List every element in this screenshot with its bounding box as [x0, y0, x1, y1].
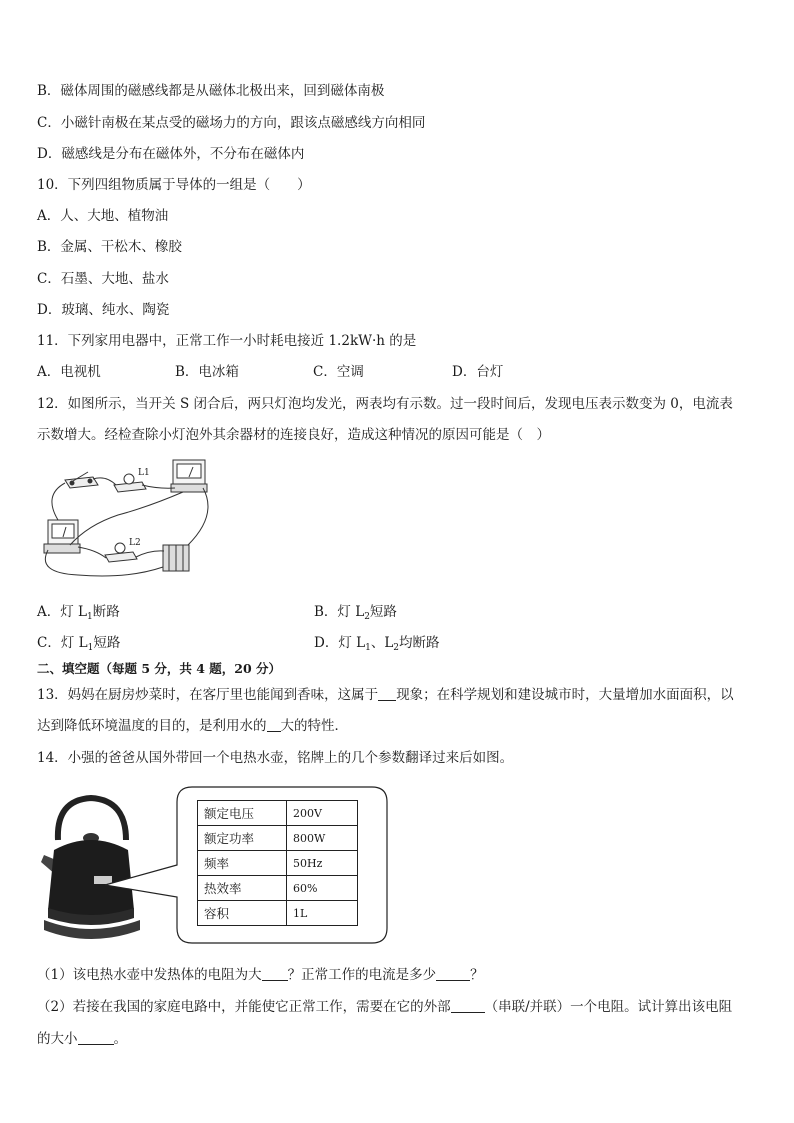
- table-row: 热效率 60%: [198, 876, 358, 901]
- q14-blank-3[interactable]: [451, 998, 485, 1013]
- q12-option-a: A．灯 $L_1$断路: [37, 604, 120, 622]
- q12-stem-line1: 12．如图所示，当开关 S 闭合后，两只灯泡均发光，两表均有示数。过一段时间后，发现电压表示数变为 0，电流表: [37, 396, 733, 412]
- table-row: 额定功率 800W: [198, 826, 358, 851]
- q10-option-c: C．石墨、大地、盐水: [37, 271, 169, 287]
- q11-option-d: D．台灯: [452, 364, 504, 380]
- q10-option-b: B．金属、干松木、橡胶: [37, 239, 182, 255]
- q14-stem: 14．小强的爸爸从国外带回一个电热水壶，铭牌上的几个参数翻译过来后如图。: [37, 750, 514, 766]
- q9-option-d: D．磁感线是分布在磁体外，不分布在磁体内: [37, 146, 305, 162]
- q12-option-c: C．灯 $L_1$短路: [37, 635, 121, 653]
- q12-option-d: D．灯 $L_1$、$L_2$均断路: [314, 635, 440, 653]
- q14-sub3: 的大小 。: [37, 1031, 127, 1047]
- q11-option-a: A．电视机: [37, 364, 101, 380]
- fig-label-l1: L1: [138, 468, 150, 478]
- q14-blank-2[interactable]: [436, 966, 470, 981]
- circuit-figure: [38, 455, 218, 580]
- kettle-spec-table: [197, 800, 358, 926]
- q10-option-a: A．人、大地、植物油: [37, 208, 169, 224]
- section-title: 二、填空题（每题 5 分，共 4 题，20 分）: [37, 661, 282, 676]
- table-row: 额定电压 200V: [198, 801, 358, 826]
- q10-option-d: D．玻璃、纯水、陶瓷: [37, 302, 170, 318]
- q14-sub1: （1）该电热水壶中发热体的电阻为大 ？正常工作的电流是多少 ？: [37, 967, 484, 983]
- q11-option-b: B．电冰箱: [175, 364, 239, 380]
- q13-line1: 13．妈妈在厨房炒菜时，在客厅里也能闻到香味，这属于 现象；在科学规划和建设城市时，大量增加水面面积，以: [37, 687, 734, 703]
- table-row: 频率 50Hz: [198, 851, 358, 876]
- q14-blank-4[interactable]: [78, 1030, 114, 1045]
- q11-option-c: C．空调: [313, 364, 364, 380]
- table-row: 容积 1L: [198, 901, 358, 926]
- q13-line2: 达到降低环境温度的目的，是利用水的 大的特性．: [37, 718, 348, 734]
- q11-stem: 11．下列家用电器中，正常工作一小时耗电接近 1.2kW·h 的是: [37, 333, 417, 349]
- q13-blank-2[interactable]: [267, 717, 281, 732]
- q14-sub2: （2）若接在我国的家庭电路中，并能使它正常工作，需要在它的外部 （串联/并联）一个电阻。试计算出该电阻: [37, 999, 733, 1015]
- q9-option-b: B．磁体周围的磁感线都是从磁体北极出来，回到磁体南极: [37, 83, 385, 99]
- q12-stem-line2: 示数增大。经检查除小灯泡外其余器材的连接良好，造成这种情况的原因可能是（ ）: [37, 427, 550, 443]
- q13-blank-1[interactable]: [378, 686, 396, 701]
- q9-option-c: C．小磁针南极在某点受的磁场力的方向，跟该点磁感线方向相同: [37, 115, 426, 131]
- q14-blank-1[interactable]: [262, 966, 288, 981]
- fig-label-l2: L2: [129, 538, 141, 548]
- q10-stem: 10．下列四组物质属于导体的一组是（ ）: [37, 177, 311, 193]
- q12-option-b: B．灯 $L_2$短路: [314, 604, 397, 622]
